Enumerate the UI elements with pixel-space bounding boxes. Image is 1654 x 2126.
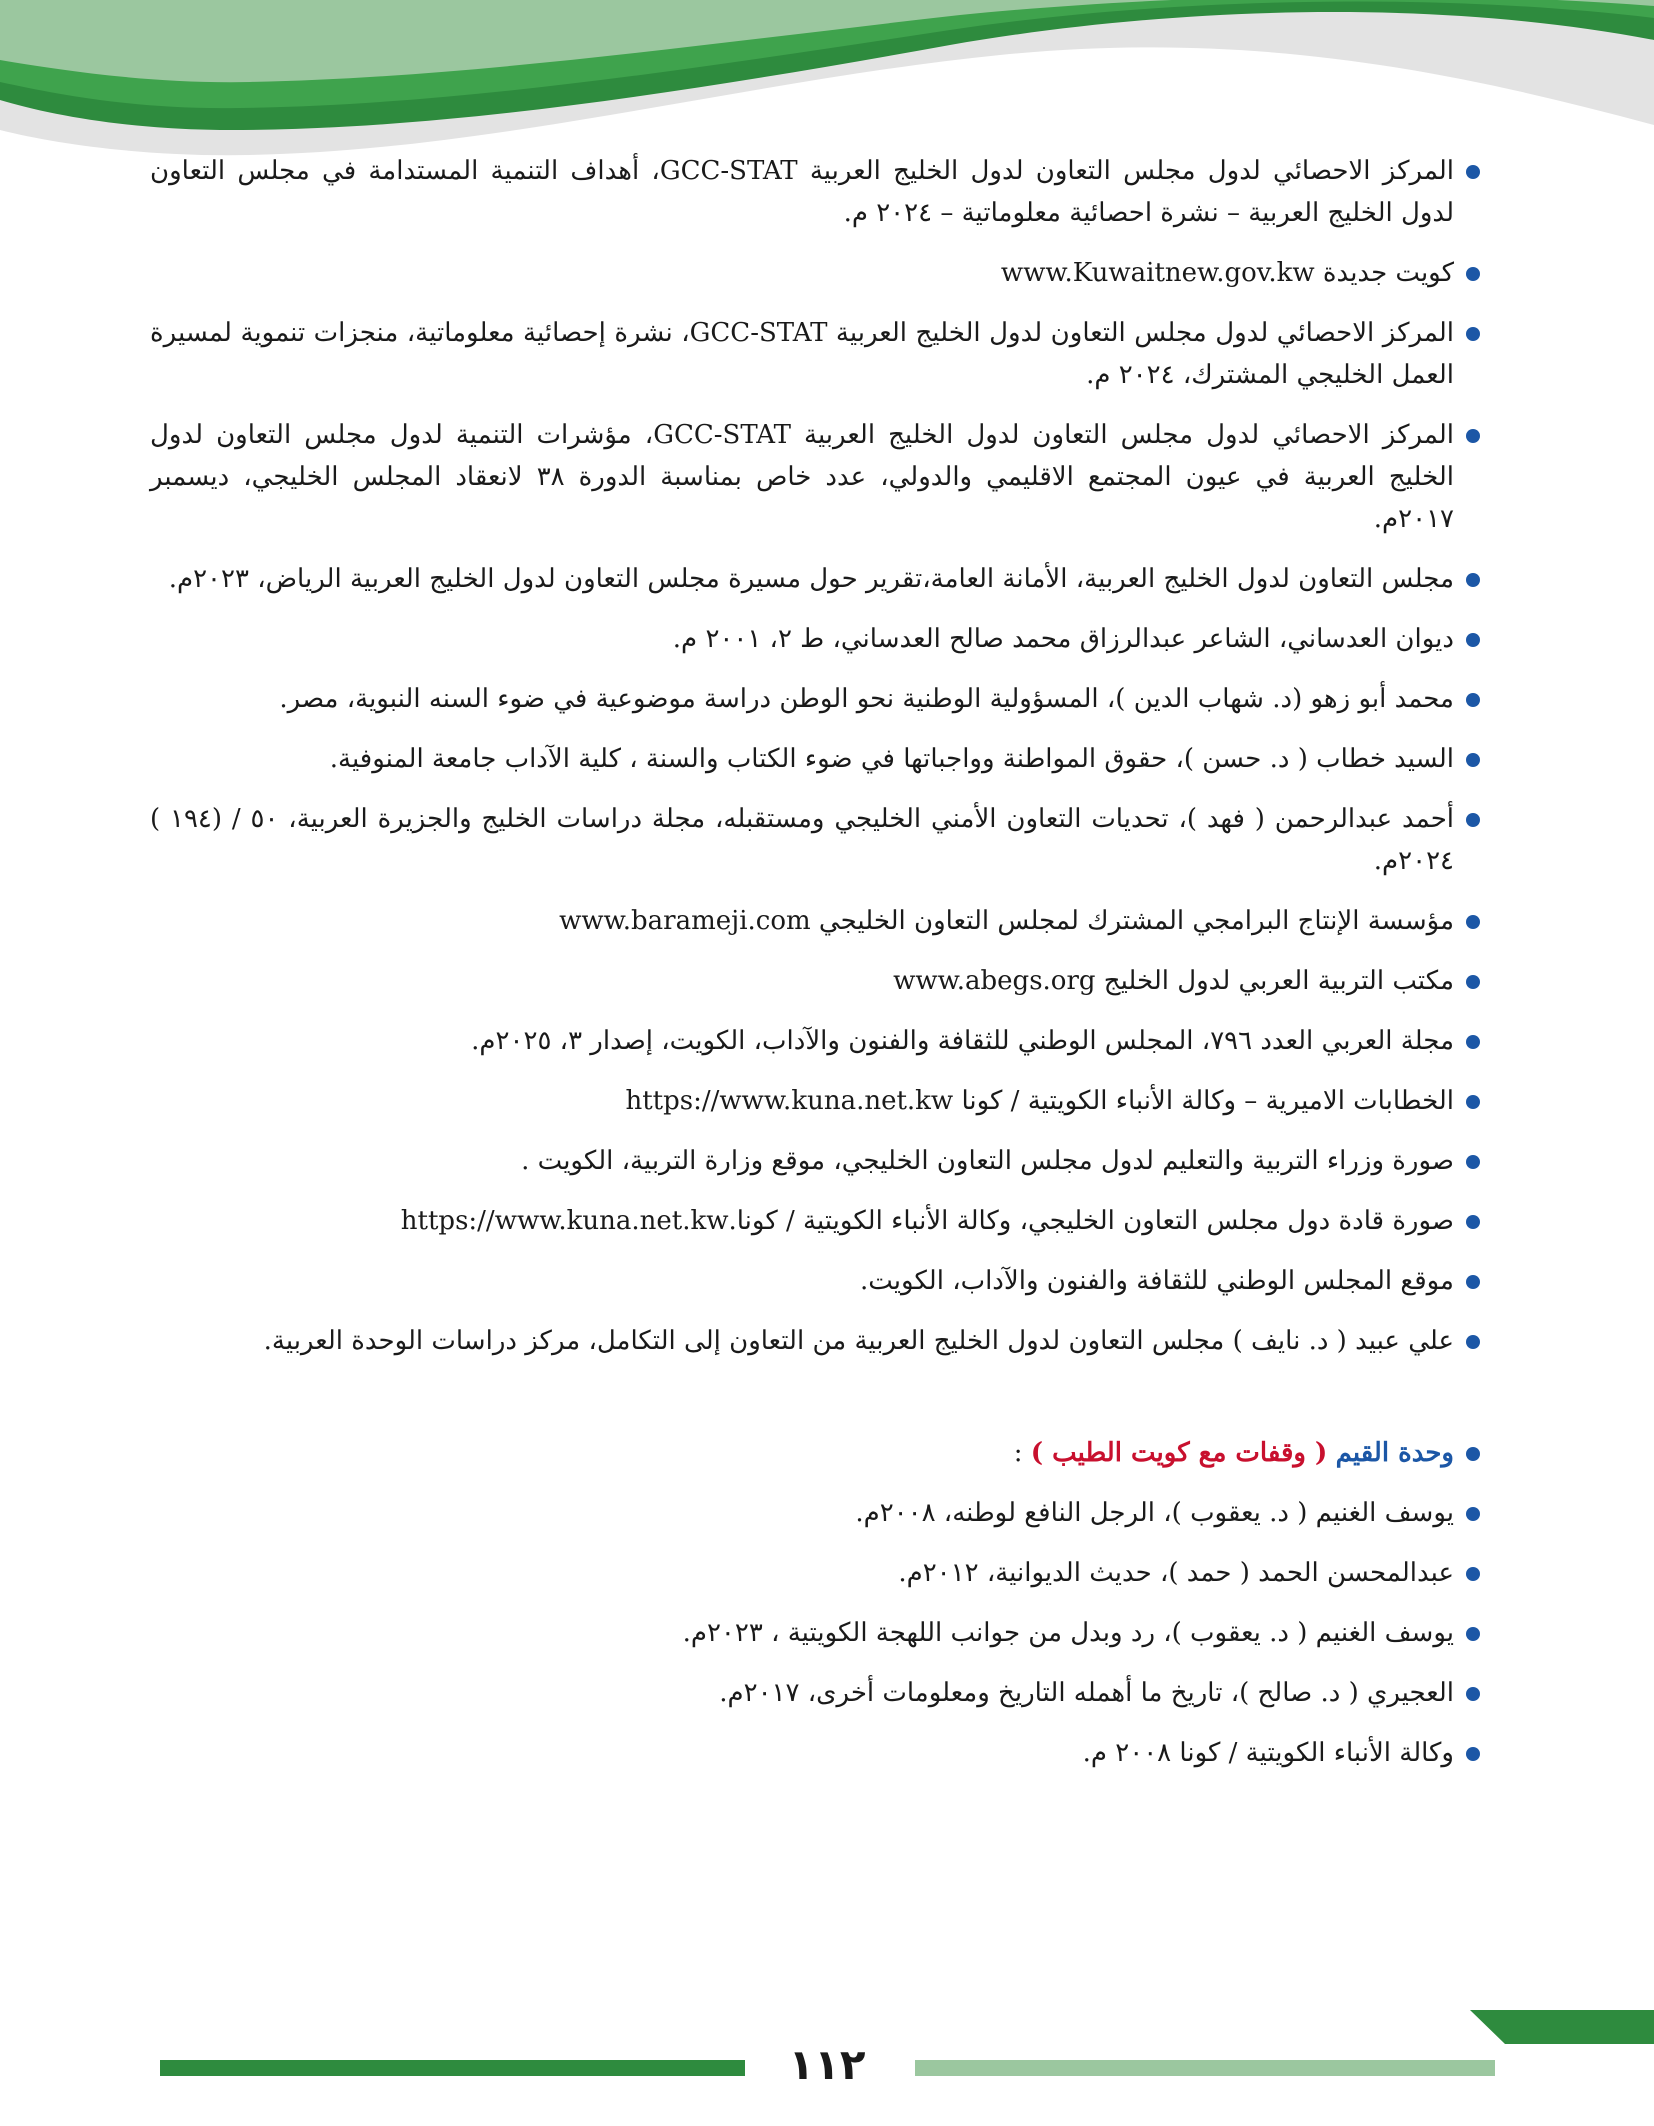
bullet-icon [1466,1275,1480,1289]
reference-text: أحمد عبدالرحمن ( فهد )، تحديات التعاون الأمني الخليجي ومستقبله، مجلة دراسات الخليج والجزيرة العربية، ٥٠ / (١٩٤ ) ٢٠٢٤م. [150,804,1454,876]
bullet-icon [1466,1215,1480,1229]
list-item [150,1200,1480,1242]
bullet-icon [1466,267,1480,281]
bullet-icon [1466,1627,1480,1641]
reference-text: المركز الاحصائي لدول مجلس التعاون لدول الخليج العربية GCC-STAT، نشرة إحصائية معلوماتية، منجزات تنموية لمسيرة العمل الخليجي المشترك، ٢٠٢٤ م. [150,318,1455,390]
bullet-icon [1466,1687,1480,1701]
list-item [150,960,1480,1002]
reference-text: العجيري ( د. صالح )، تاريخ ما أهمله التاريخ ومعلومات أخرى، ٢٠١٧م. [719,1678,1454,1708]
list-item [150,1732,1480,1774]
reference-text: محمد أبو زهو (د. شهاب الدين )، المسؤولية الوطنية نحو الوطن دراسة موضوعية في ضوء السنه النبوية، مصر. [279,684,1454,714]
reference-text: مكتب التربية العربي لدول الخليج www.abegs.org [893,966,1454,996]
reference-text: مجلس التعاون لدول الخليج العربية، الأمانة العامة،تقرير حول مسيرة مجلس التعاون لدول الخليج العربية الرياض، ٢٠٢٣م. [168,564,1454,594]
bullet-icon [1466,429,1480,443]
reference-text: ديوان العدساني، الشاعر عبدالرزاق محمد صالح العدساني، ط ٢، ٢٠٠١ م. [672,624,1454,654]
list-item [150,1020,1480,1062]
list-item [150,618,1480,660]
list-item [150,678,1480,720]
bullet-icon [1466,915,1480,929]
reference-text: وكالة الأنباء الكويتية / كونا ٢٠٠٨ م. [1082,1738,1454,1768]
list-item [150,1612,1480,1654]
reference-text: صورة قادة دول مجلس التعاون الخليجي، وكالة الأنباء الكويتية / كونا.https://www.kuna.net.kw [400,1206,1454,1236]
references-content [150,150,1480,1792]
bullet-icon [1466,327,1480,341]
section-heading [150,1432,1480,1474]
bullet-icon [1466,1567,1480,1581]
reference-text: يوسف الغنيم ( د. يعقوب )، الرجل النافع لوطنه، ٢٠٠٨م. [855,1498,1454,1528]
section-subtitle: ( وقفات مع كويت الطيب ) [1030,1438,1328,1468]
bullet-icon [1466,1747,1480,1761]
bullet-icon [1466,573,1480,587]
bullet-icon [1466,813,1480,827]
list-item [150,1080,1480,1122]
list-item [150,1140,1480,1182]
reference-text: المركز الاحصائي لدول مجلس التعاون لدول الخليج العربية GCC-STAT، مؤشرات التنمية لدول مجلس التعاون لدول الخليج العربية في عيون المجتمع الاقليمي والدولي، عدد خاص بمناسبة الدورة ٣٨ لانعقاد المجلس الخليجي، ديسمبر ٢٠١٧م. [150,420,1454,534]
header-wave-decoration [0,0,1654,160]
reference-text: موقع المجلس الوطني للثقافة والفنون والآداب، الكويت. [859,1266,1454,1296]
bullet-icon [1466,1155,1480,1169]
reference-text: السيد خطاب ( د. حسن )، حقوق المواطنة وواجباتها في ضوء الكتاب والسنة ، كلية الآداب جامعة المنوفية. [329,744,1454,774]
section-gap [150,1380,1480,1432]
list-item [150,798,1480,882]
references-list [150,150,1480,1362]
section-suffix: : [1013,1438,1031,1468]
reference-text: مؤسسة الإنتاج البرامجي المشترك لمجلس التعاون الخليجي www.barameji.com [559,906,1454,936]
bullet-icon [1466,1507,1480,1521]
list-item [150,1320,1480,1362]
reference-text: كويت جديدة www.Kuwaitnew.gov.kw [1000,258,1454,288]
list-item [150,738,1480,780]
bullet-icon [1466,975,1480,989]
bullet-icon [1466,1035,1480,1049]
values-unit-list [150,1432,1480,1774]
page-number: ١١٢ [788,2040,866,2089]
list-item [150,1672,1480,1714]
reference-text: عبدالمحسن الحمد ( حمد )، حديث الديوانية، ٢٠١٢م. [898,1558,1454,1588]
reference-text: الخطابات الاميرية – وكالة الأنباء الكويتية / كونا https://www.kuna.net.kw [625,1086,1454,1116]
reference-text: صورة وزراء التربية والتعليم لدول مجلس التعاون الخليجي، موقع وزارة التربية، الكويت . [521,1146,1454,1176]
list-item [150,252,1480,294]
reference-text: يوسف الغنيم ( د. يعقوب )، رد وبدل من جوانب اللهجة الكويتية ، ٢٠٢٣م. [682,1618,1454,1648]
list-item [150,312,1480,396]
list-item [150,414,1480,540]
list-item [150,900,1480,942]
bullet-icon [1466,165,1480,179]
section-title: وحدة القيم [1335,1438,1454,1468]
bullet-icon [1466,633,1480,647]
reference-text: علي عبيد ( د. نايف ) مجلس التعاون لدول الخليج العربية من التعاون إلى التكامل، مركز دراسات الوحدة العربية. [263,1326,1454,1356]
reference-text: المركز الاحصائي لدول مجلس التعاون لدول الخليج العربية GCC-STAT، أهداف التنمية المستدامة في مجلس التعاون لدول الخليج العربية – نشرة احصائية معلوماتية – ٢٠٢٤ م. [150,156,1455,228]
bullet-icon [1466,693,1480,707]
bullet-icon [1466,1335,1480,1349]
list-item [150,150,1480,234]
bullet-icon [1466,753,1480,767]
list-item [150,1492,1480,1534]
list-item [150,558,1480,600]
list-item [150,1260,1480,1302]
reference-text: مجلة العربي العدد ٧٩٦، المجلس الوطني للثقافة والفنون والآداب، الكويت، إصدار ٣، ٢٠٢٥م. [471,1026,1454,1056]
bullet-icon [1466,1447,1480,1461]
list-item [150,1552,1480,1594]
bullet-icon [1466,1095,1480,1109]
